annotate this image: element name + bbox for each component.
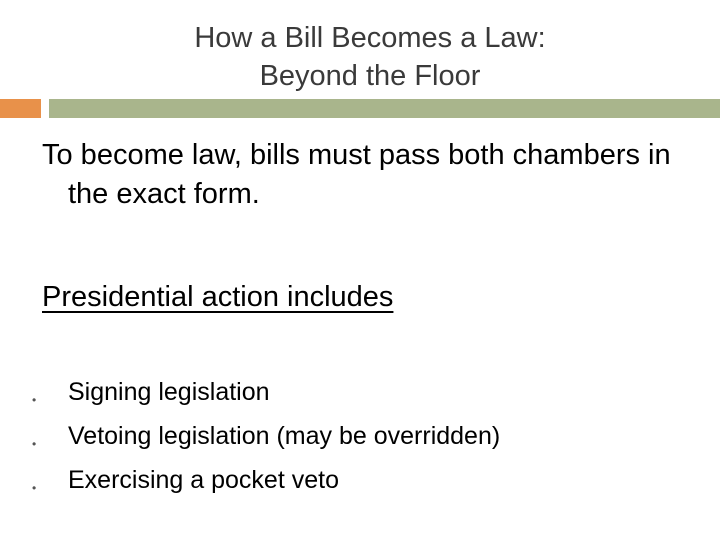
- accent-bar-green: [49, 99, 720, 118]
- bullet-icon: •: [32, 393, 37, 407]
- bullet-icon: •: [32, 437, 37, 451]
- bullet-icon: •: [32, 481, 37, 495]
- bullet-text: Exercising a pocket veto: [68, 466, 339, 494]
- slide-title: [100, 19, 640, 95]
- bullet-text: Signing legislation: [68, 378, 270, 406]
- slide-title-line-2: Beyond the Floor: [259, 60, 481, 92]
- slide-title-line-1: How a Bill Becomes a Law:: [194, 22, 546, 54]
- body-paragraph: To become law, bills must pass both chambers in the exact form.: [42, 139, 671, 210]
- subheading: Presidential action includes: [42, 281, 394, 313]
- bullet-text: Vetoing legislation (may be overridden): [68, 422, 501, 450]
- accent-bar-orange: [0, 99, 41, 118]
